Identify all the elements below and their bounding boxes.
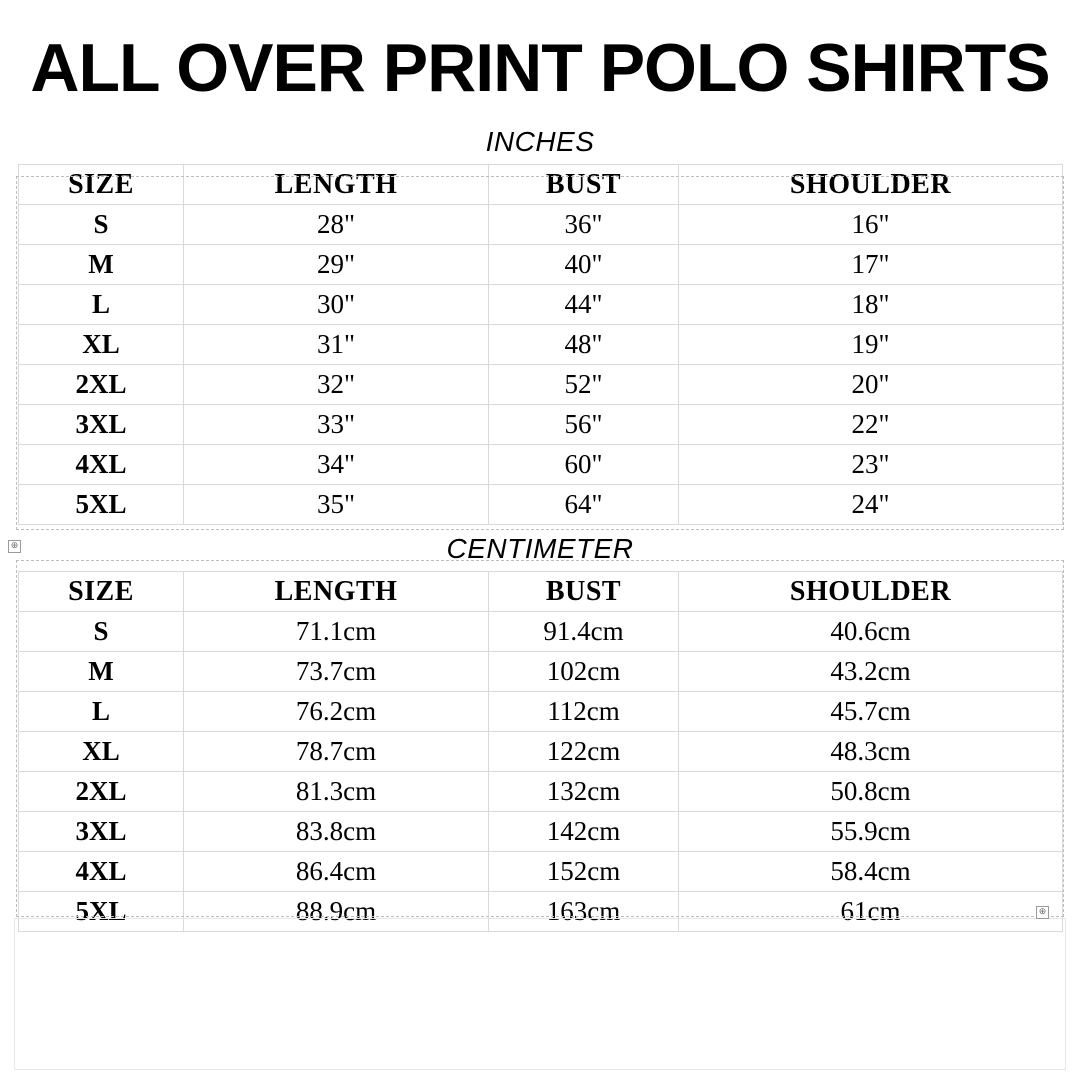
cell-length: 71.1cm [184,612,489,652]
cell-bust: 163cm [489,892,679,932]
cell-shoulder: 48.3cm [679,732,1063,772]
cell-length: 34" [184,445,489,485]
cell-bust: 91.4cm [489,612,679,652]
inches-section [18,126,1062,525]
table-row [19,405,1063,445]
resize-handle-icon[interactable]: ⊕ [1036,906,1049,919]
cell-size: S [19,612,184,652]
cell-length: 78.7cm [184,732,489,772]
cell-size: XL [19,325,184,365]
table-row [19,732,1063,772]
table-row [19,892,1063,932]
table-row [19,325,1063,365]
table-row [19,485,1063,525]
column-header-length: LENGTH [184,165,489,205]
cell-bust: 142cm [489,812,679,852]
inches-unit-label: INCHES [485,126,595,157]
cell-shoulder: 61cm [679,892,1063,932]
cell-size: 2XL [19,365,184,405]
table-row [19,285,1063,325]
cell-size: 3XL [19,405,184,445]
centimeter-section [18,533,1062,932]
cell-bust: 60" [489,445,679,485]
centimeter-size-table [18,571,1063,932]
column-header-shoulder: SHOULDER [679,572,1063,612]
bottom-empty-frame [14,918,1066,1070]
table-row [19,612,1063,652]
table-row [19,365,1063,405]
table-row [19,205,1063,245]
column-header-bust: BUST [489,165,679,205]
cell-bust: 36" [489,205,679,245]
cell-size: 5XL [19,485,184,525]
cell-size: L [19,285,184,325]
cell-length: 31" [184,325,489,365]
cell-bust: 52" [489,365,679,405]
cell-size: M [19,652,184,692]
cell-length: 76.2cm [184,692,489,732]
cell-length: 88.9cm [184,892,489,932]
table-header-row [19,572,1063,612]
cell-size: 2XL [19,772,184,812]
table-row [19,812,1063,852]
table-row [19,652,1063,692]
cell-length: 35" [184,485,489,525]
cell-bust: 112cm [489,692,679,732]
cell-shoulder: 43.2cm [679,652,1063,692]
cell-bust: 132cm [489,772,679,812]
cell-size: 4XL [19,445,184,485]
column-header-length: LENGTH [184,572,489,612]
inches-size-table [18,164,1063,525]
cell-shoulder: 18" [679,285,1063,325]
column-header-bust: BUST [489,572,679,612]
cell-size: S [19,205,184,245]
cell-size: XL [19,732,184,772]
cell-length: 33" [184,405,489,445]
cell-shoulder: 50.8cm [679,772,1063,812]
cell-size: 5XL [19,892,184,932]
cell-shoulder: 45.7cm [679,692,1063,732]
cell-bust: 122cm [489,732,679,772]
column-header-size: SIZE [19,165,184,205]
cell-length: 28" [184,205,489,245]
cell-length: 29" [184,245,489,285]
table-row [19,692,1063,732]
cell-size: 4XL [19,852,184,892]
centimeter-unit-label: CENTIMETER [446,533,634,564]
cell-bust: 48" [489,325,679,365]
cell-shoulder: 19" [679,325,1063,365]
cell-bust: 152cm [489,852,679,892]
cell-shoulder: 58.4cm [679,852,1063,892]
table-row [19,772,1063,812]
cell-shoulder: 17" [679,245,1063,285]
cell-bust: 56" [489,405,679,445]
cell-length: 86.4cm [184,852,489,892]
cell-size: 3XL [19,812,184,852]
table-header-row [19,165,1063,205]
cell-length: 81.3cm [184,772,489,812]
cell-length: 83.8cm [184,812,489,852]
cell-shoulder: 16" [679,205,1063,245]
cell-shoulder: 24" [679,485,1063,525]
cell-bust: 44" [489,285,679,325]
table-row [19,245,1063,285]
cell-shoulder: 40.6cm [679,612,1063,652]
cell-length: 30" [184,285,489,325]
page-title: ALL OVER PRINT POLO SHIRTS [30,30,1050,106]
cell-shoulder: 55.9cm [679,812,1063,852]
column-header-shoulder: SHOULDER [679,165,1063,205]
table-row [19,852,1063,892]
cell-length: 32" [184,365,489,405]
cell-shoulder: 23" [679,445,1063,485]
cell-length: 73.7cm [184,652,489,692]
cell-size: L [19,692,184,732]
cell-shoulder: 20" [679,365,1063,405]
table-row [19,445,1063,485]
column-header-size: SIZE [19,572,184,612]
cell-size: M [19,245,184,285]
cell-bust: 40" [489,245,679,285]
cell-bust: 64" [489,485,679,525]
move-handle-icon[interactable]: ⊕ [8,540,21,553]
cell-shoulder: 22" [679,405,1063,445]
cell-bust: 102cm [489,652,679,692]
